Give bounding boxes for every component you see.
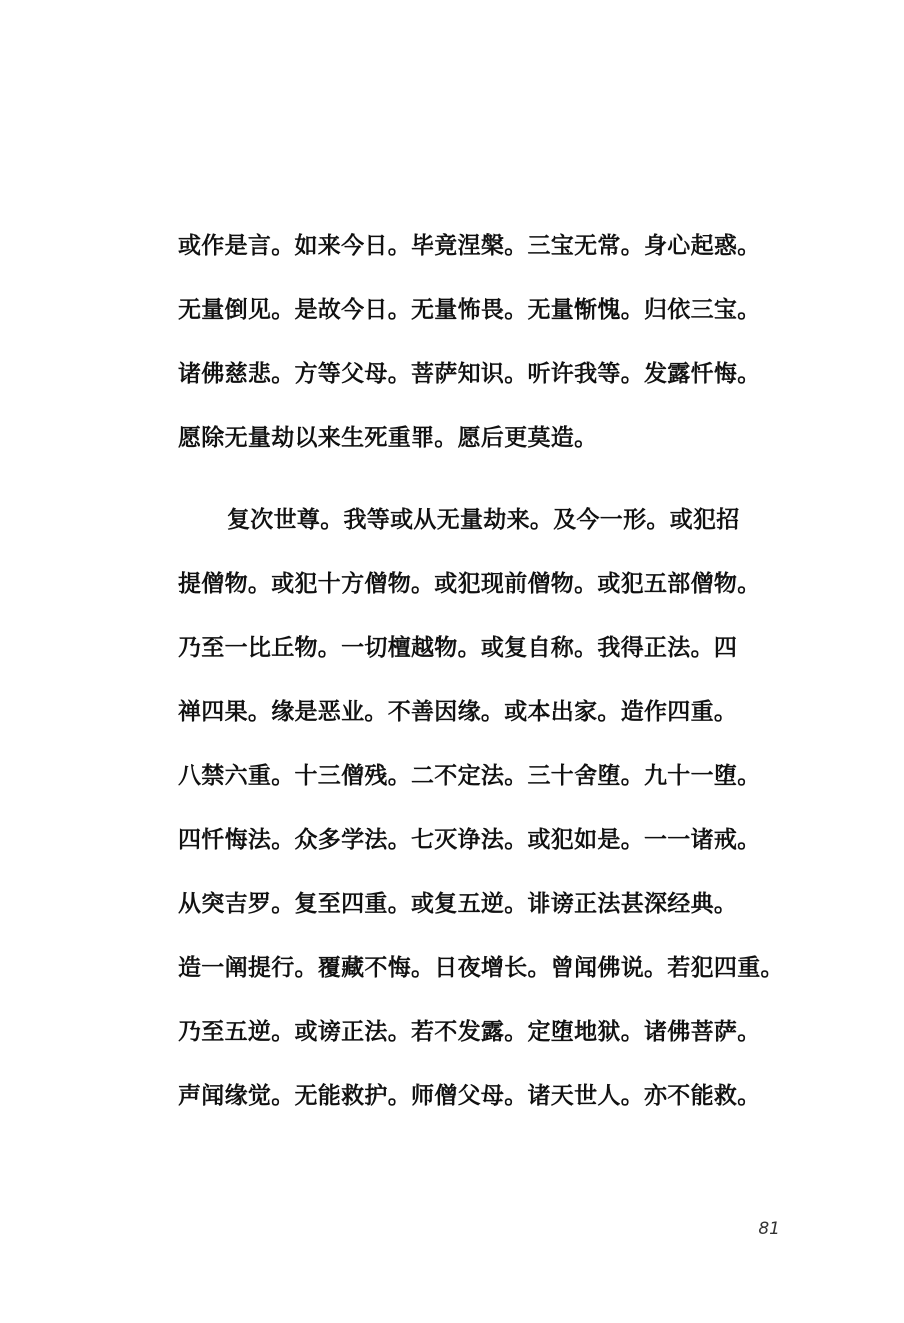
text-line: 造一阐提行。覆藏不悔。日夜增长。曾闻佛说。若犯四重。 xyxy=(178,954,784,981)
text-line: 八禁六重。十三僧残。二不定法。三十舍堕。九十一堕。 xyxy=(178,762,761,789)
text-line: 无量倒见。是故今日。无量怖畏。无量惭愧。归依三宝。 xyxy=(178,296,761,323)
text-line: 乃至一比丘物。一切檀越物。或复自称。我得正法。四 xyxy=(178,634,738,661)
paragraph-2 xyxy=(178,498,788,1138)
page-number: 81 xyxy=(758,1219,780,1239)
text-line: 乃至五逆。或谤正法。若不发露。定堕地狱。诸佛菩萨。 xyxy=(178,1018,761,1045)
text-line: 从突吉罗。复至四重。或复五逆。诽谤正法甚深经典。 xyxy=(178,890,738,917)
text-line: 四忏悔法。众多学法。七灭诤法。或犯如是。一一诸戒。 xyxy=(178,826,761,853)
text-line: 或作是言。如来今日。毕竟涅槃。三宝无常。身心起惑。 xyxy=(178,232,761,259)
text-line: 禅四果。缘是恶业。不善因缘。或本出家。造作四重。 xyxy=(178,698,738,725)
paragraph-1 xyxy=(178,224,788,480)
text-line: 提僧物。或犯十方僧物。或犯现前僧物。或犯五部僧物。 xyxy=(178,570,761,597)
text-line: 诸佛慈悲。方等父母。菩萨知识。听许我等。发露忏悔。 xyxy=(178,360,761,387)
text-line: 愿除无量劫以来生死重罪。愿后更莫造。 xyxy=(178,424,598,451)
text-line-indented: 复次世尊。我等或从无量劫来。及今一形。或犯招 xyxy=(227,506,740,533)
text-line: 声闻缘觉。无能救护。师僧父母。诸天世人。亦不能救。 xyxy=(178,1082,761,1109)
